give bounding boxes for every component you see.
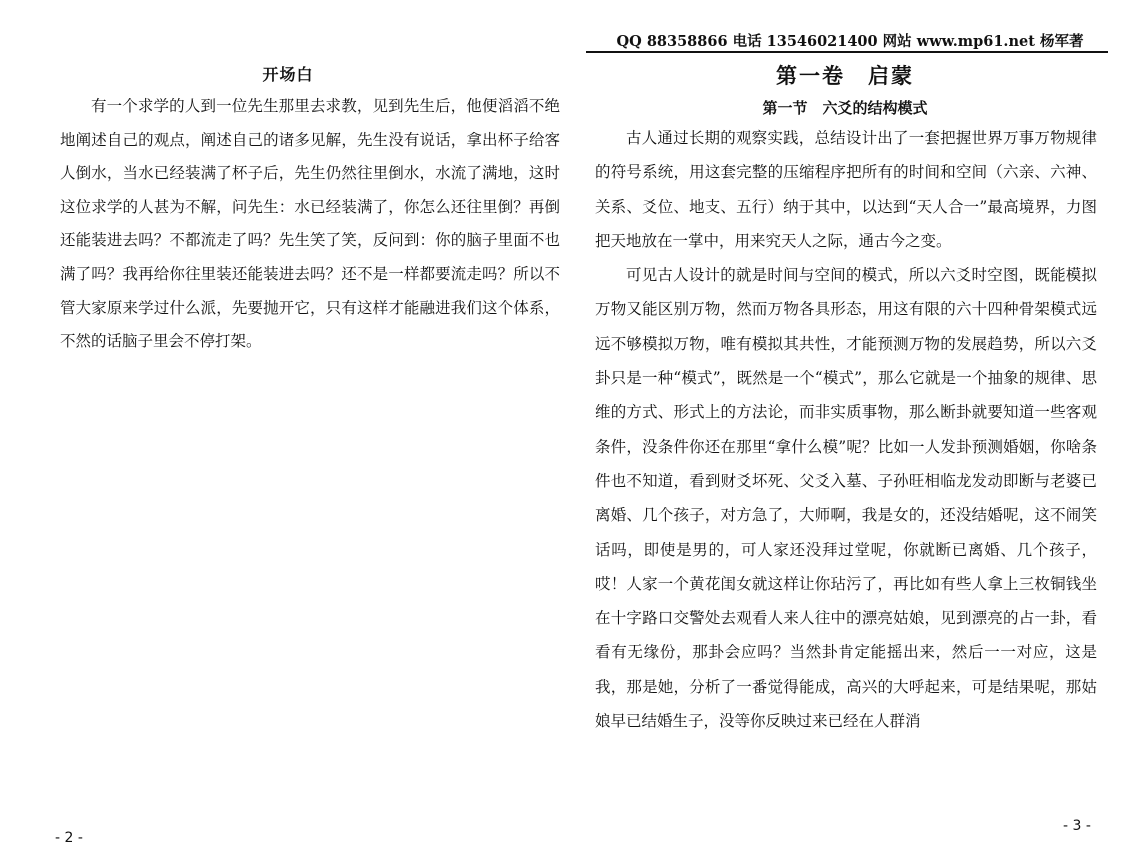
running-header: QQ 88358866 电话 13546021400 网站 www.mp61.net 杨军著: [616, 33, 1084, 50]
right-page: [570, 0, 1140, 856]
paragraph: 有一个求学的人到一位先生那里去求教，见到先生后，他便滔滔不绝地阐述自己的观点，阐述自己的诸多见解，先生没有说话，拿出杯子给客人倒水，当水已经装满了杯子后，先生仍然往里倒水，水流了满地，这时这位求学的人甚为不解，问先生：水已经装满了，你怎么还往里倒？再倒还能装进去吗？不都流走了吗？先生笑了笑，反问到：你的脑子里面不也满了吗？我再给你往里装还能装进去吗？还不是一样都要流走吗？所以不管大家原来学过什么派，先要抛开它，只有这样才能融进我们这个体系，不然的话脑子里会不停打架。: [60, 97, 560, 351]
paragraph: 可见古人设计的就是时间与空间的模式，所以六爻时空图，既能模拟万物又能区别万物，然而万物各具形态，用这有限的六十四种骨架模式远远不够模拟万物，唯有模拟其共性，才能预测万物的发展趋势，所以六爻卦只是一种“模式”，既然是一个“模式”，那么它就是一个抽象的规律、思维的方式、形式上的方法论，而非实质事物，那么断卦就要知道一些客观条件，没条件你还在那里“拿什么模”呢？比如一人发卦预测婚姻，你啥条件也不知道，看到财爻坏死、父爻入墓、子孙旺相临龙发动即断与老婆已离婚、几个孩子，对方急了，大师啊，我是女的，还没结婚呢，这不闹笑话吗，即使是男的，可人家还没拜过堂呢，你就断已离婚、几个孩子，哎！人家一个黄花闺女就这样让你玷污了，再比如有些人拿上三枚铜钱坐在十字路口交警处去观看人来人往中的漂亮姑娘，见到漂亮的占一卦，看看有无缘份，那卦会应吗？当然卦肯定能摇出来，然后一一对应，这是我，那是她，分析了一番觉得能成，高兴的大呼起来，可是结果呢，那姑娘早已结婚生子，没等你反映过来已经在人群消: [595, 266, 1097, 731]
header-divider: [586, 51, 1108, 53]
page-number: - 2 -: [55, 830, 83, 846]
section-title: 第一节 六爻的结构模式: [762, 99, 928, 117]
chapter-title: 第一卷 启蒙: [776, 63, 914, 88]
right-body-text: [595, 121, 1097, 738]
paragraph: 古人通过长期的观察实践，总结设计出了一套把握世界万事万物规律的符号系统，用这套完整的压缩程序把所有的时间和空间（六亲、六神、关系、爻位、地支、五行）纳于其中，以达到“天人合一”最高境界，力图把天地放在一掌中，用来究天人之际，通古今之变。: [595, 129, 1097, 250]
page-number: - 3 -: [1063, 818, 1091, 834]
left-body-text: [60, 90, 560, 359]
page-title: 开场白: [262, 65, 314, 84]
